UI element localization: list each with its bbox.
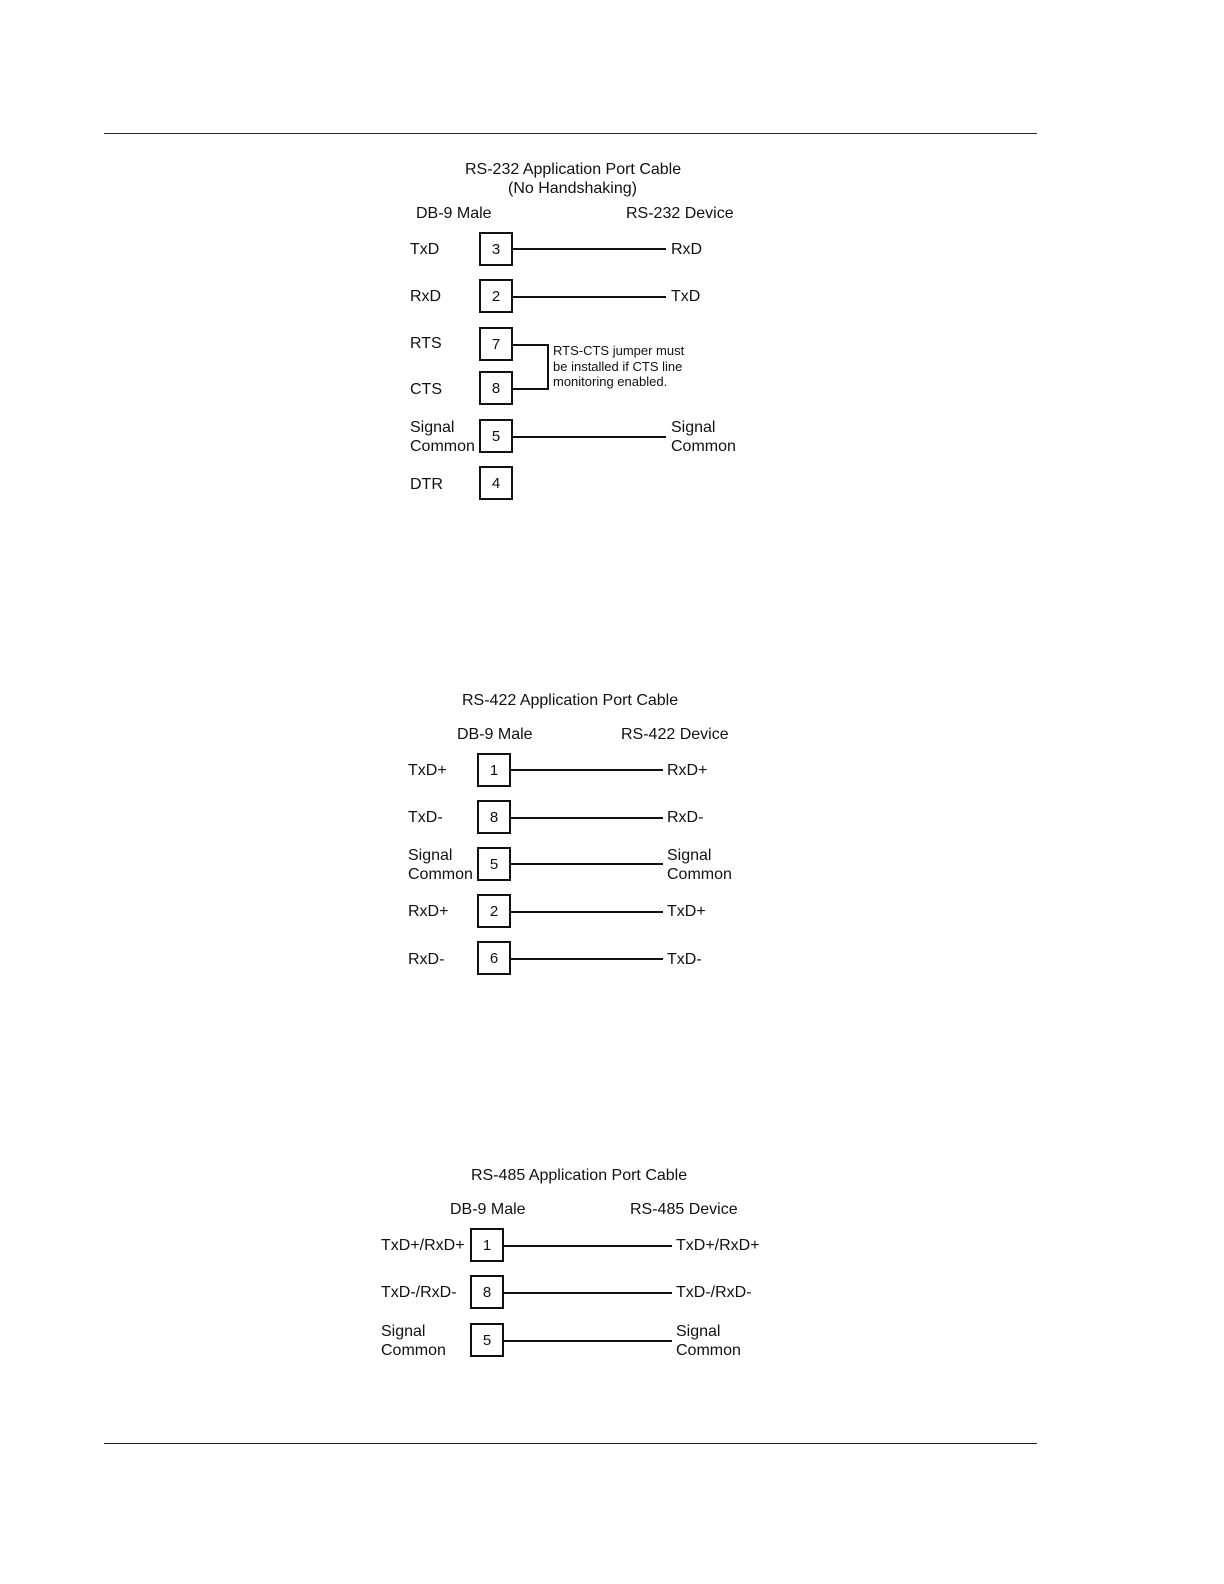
rs422-left-label: Signal Common [408, 847, 473, 883]
rs485-pin: 8 [470, 1275, 504, 1309]
rs485-pin: 1 [470, 1228, 504, 1262]
rts-cts-jumper-bottom [513, 388, 549, 390]
rs232-subtitle: (No Handshaking) [508, 180, 637, 197]
rs232-left-label: TxD [410, 241, 440, 258]
rs232-title: RS-232 Application Port Cable [465, 161, 682, 178]
rs485-left-label: Signal Common [381, 1323, 446, 1359]
rs422-wire [511, 911, 663, 913]
rs232-left-label: Signal Common [410, 419, 475, 455]
rs232-pin: 5 [479, 419, 513, 453]
rs422-title: RS-422 Application Port Cable [462, 692, 679, 709]
rs422-left-label: TxD- [408, 809, 443, 826]
rs422-right-label: TxD+ [667, 903, 706, 920]
rs232-left-label: RxD [410, 288, 442, 305]
rs232-wire [513, 296, 666, 298]
rs422-right-label: Signal Common [667, 847, 732, 883]
rs232-wire [513, 248, 666, 250]
rs422-left-header: DB-9 Male [457, 726, 533, 743]
jumper-note: RTS-CTS jumper must be installed if CTS line monitoring enabled. [553, 343, 685, 389]
rs485-title: RS-485 Application Port Cable [471, 1167, 688, 1184]
rs232-pin: 8 [479, 371, 513, 405]
rs422-left-label: TxD+ [408, 762, 447, 779]
rs485-right-label: TxD-/RxD- [676, 1284, 752, 1301]
rs422-pin: 2 [477, 894, 511, 928]
rs422-wire [511, 958, 663, 960]
rs485-wire [504, 1292, 672, 1294]
rs232-right-label: Signal Common [671, 419, 736, 455]
rs232-right-label: TxD [671, 288, 701, 305]
rs485-wire [504, 1340, 672, 1342]
rs422-pin: 8 [477, 800, 511, 834]
rs485-pin: 5 [470, 1323, 504, 1357]
rs232-left-label: CTS [410, 381, 442, 398]
rs232-pin: 2 [479, 279, 513, 313]
rs485-right-label: TxD+/RxD+ [676, 1237, 760, 1254]
rs485-left-header: DB-9 Male [450, 1201, 526, 1218]
rs422-left-label: RxD- [408, 951, 445, 968]
rs422-wire [511, 769, 663, 771]
rs422-pin: 6 [477, 941, 511, 975]
rs485-left-label: TxD-/RxD- [381, 1284, 457, 1301]
rs422-pin: 1 [477, 753, 511, 787]
rs422-wire [511, 817, 663, 819]
rts-cts-jumper-top [513, 344, 549, 346]
rs422-right-label: RxD- [667, 809, 704, 826]
rs422-right-label: TxD- [667, 951, 702, 968]
rs232-pin: 7 [479, 327, 513, 361]
rs422-pin: 5 [477, 847, 511, 881]
rs485-right-label: Signal Common [676, 1323, 741, 1359]
rs485-wire [504, 1245, 672, 1247]
rs422-right-header: RS-422 Device [621, 726, 729, 743]
rs232-pin: 3 [479, 232, 513, 266]
rs485-left-label: TxD+/RxD+ [381, 1237, 465, 1254]
rs232-wire [513, 436, 666, 438]
rs232-right-label: RxD [671, 241, 703, 258]
rs422-wire [511, 863, 663, 865]
rs232-right-header: RS-232 Device [626, 205, 734, 222]
rs232-pin: 4 [479, 466, 513, 500]
rs485-right-header: RS-485 Device [630, 1201, 738, 1218]
bottom-rule [104, 1443, 1037, 1444]
rs232-left-label: DTR [410, 476, 443, 493]
rs232-left-label: RTS [410, 335, 442, 352]
top-rule [104, 133, 1037, 134]
rs232-left-header: DB-9 Male [416, 205, 492, 222]
rs422-right-label: RxD+ [667, 762, 708, 779]
rs422-left-label: RxD+ [408, 903, 449, 920]
rts-cts-jumper-vertical [547, 344, 549, 389]
